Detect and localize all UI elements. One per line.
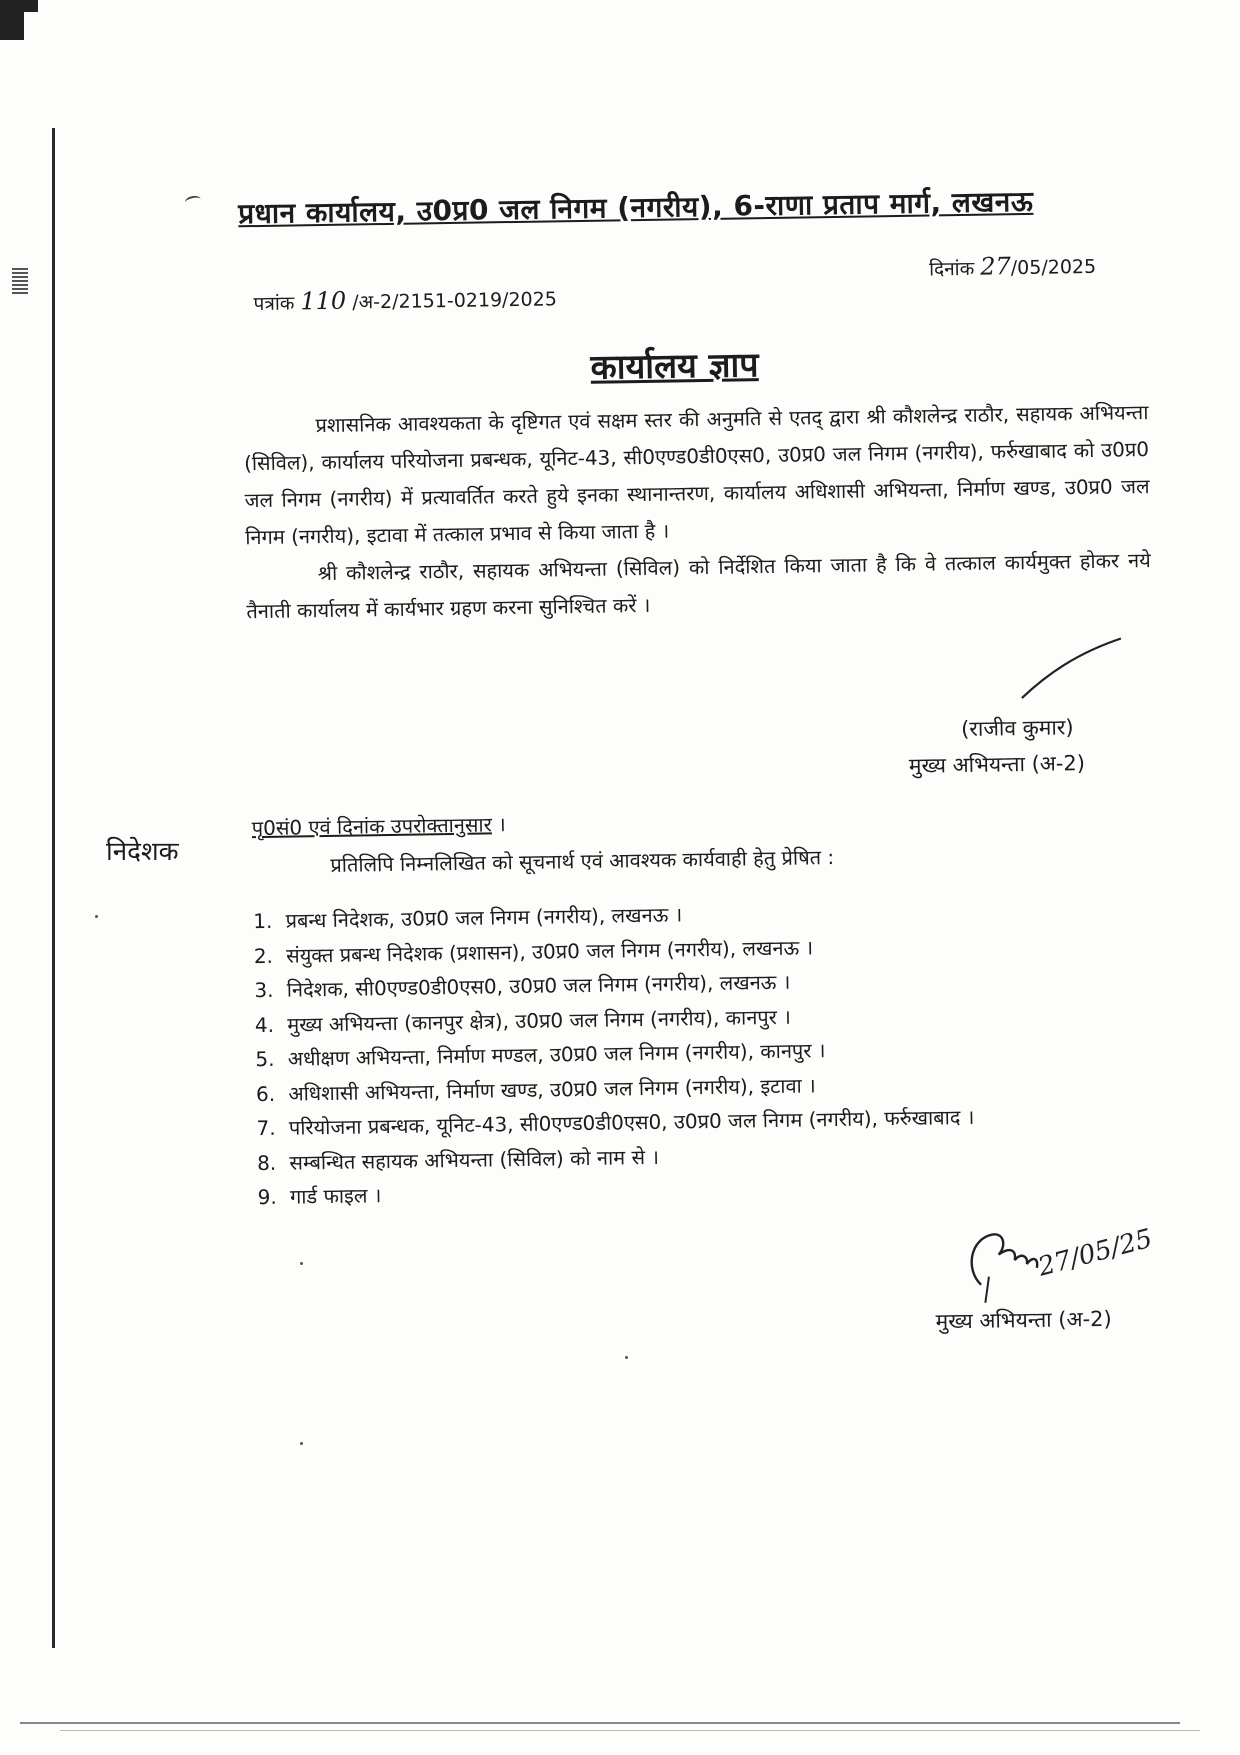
list-item-number: 2. xyxy=(253,943,274,968)
copy-reference-underlined: पृ0सं0 एवं दिनांक उपरोक्तानुसार xyxy=(251,812,492,841)
recipient-list xyxy=(253,890,1158,1215)
body-paragraph-2: श्री कौशलेन्द्र राठौर, सहायक अभियन्ता (सिविल) को निर्देशित किया जाता है कि वे तत्काल कार्यमुक्त होकर नये तैनाती कार्यालय में कार्यभार ग्रहण करना सुनिश्चित करें । xyxy=(246,548,1151,624)
list-item-text: अधीक्षण अभियन्ता, निर्माण मण्डल, उ0प्र0 जल निगम (नगरीय), कानपुर । xyxy=(287,1038,826,1071)
date-label: दिनांक xyxy=(928,257,975,281)
copy-reference xyxy=(252,810,506,841)
list-item-text: गार्ड फाइल । xyxy=(289,1183,382,1209)
scan-speck xyxy=(625,1356,628,1359)
list-item-number: 8. xyxy=(256,1150,277,1175)
list-item-number: 1. xyxy=(253,908,273,934)
list-item-number: 7. xyxy=(256,1115,276,1141)
list-item-number: 9. xyxy=(257,1184,277,1210)
margin-rule xyxy=(52,128,55,1648)
reference-handwritten-number: 110 xyxy=(300,286,347,316)
list-item-number: 4. xyxy=(254,1012,275,1037)
reference-label: पत्रांक xyxy=(253,292,295,316)
signature-stroke xyxy=(1017,632,1128,704)
date-line xyxy=(929,251,1096,282)
list-item-text: प्रबन्ध निदेशक, उ0प्र0 जल निगम (नगरीय), लखनऊ । xyxy=(285,902,683,933)
signatory-designation: मुख्य अभियन्ता (अ-2) xyxy=(908,751,1086,778)
initials-date: 27/05/25 xyxy=(1035,1223,1156,1283)
scan-edge xyxy=(60,1730,1200,1731)
office-header: प्रधान कार्यालय, उ0प्र0 जल निगम (नगरीय), 6-राणा प्रताप मार्ग, लखनऊ xyxy=(237,184,1034,231)
list-item-number: 3. xyxy=(254,977,274,1003)
punch-hole-mark xyxy=(12,268,28,296)
reference-number xyxy=(253,283,557,316)
reference-code: /अ-2/2151-0219/2025 xyxy=(352,288,558,314)
list-item-text: अधिशासी अभियन्ता, निर्माण खण्ड, उ0प्र0 जल निगम (नगरीय), इटावा । xyxy=(288,1072,816,1106)
copy-intro: प्रतिलिपि निम्नलिखित को सूचनार्थ एवं आवश्यक कार्यवाही हेतु प्रेषित : xyxy=(330,845,835,877)
signatory-name: (राजीव कुमार) xyxy=(960,715,1074,742)
scan-speck xyxy=(300,1442,303,1445)
list-item-text: निदेशक, सी0एण्ड0डी0एस0, उ0प्र0 जल निगम (नगरीय), लखनऊ । xyxy=(286,969,791,1002)
list-item-number: 5. xyxy=(255,1046,275,1072)
memo-body xyxy=(243,394,1151,630)
body-paragraph-1: प्रशासनिक आवश्यकता के दृष्टिगत एवं सक्षम स्तर की अनुमति से एतद् द्वारा श्री कौशलेन्द्र राठौर, सहायक अभियन्ता (सिविल), कार्यालय परियोजना प्रबन्धक, यूनिट-43, सी0एण्ड0डी0एस0, उ0प्र0 जल निगम (नगरीय), फर्रुखाबाद को उ0प्र0 जल निगम (नगरीय) में प्रत्यावर्तित करते हुये इनका स्थानान्तरण, कार्यालय अधिशासी अभियन्ता, निर्माण खण्ड, उ0प्र0 जल निगम (नगरीय), इटावा में तत्काल प्रभाव से किया जाता है । xyxy=(243,400,1150,550)
marginal-note: निदेशक xyxy=(106,837,179,867)
signature-block-2 xyxy=(935,1305,1111,1336)
signature-block xyxy=(908,709,1085,784)
scan-speck xyxy=(95,915,98,918)
scan-speck xyxy=(300,1262,303,1265)
signatory-2-designation: मुख्य अभियन्ता (अ-2) xyxy=(935,1306,1112,1334)
handwritten-initials xyxy=(958,1214,1159,1307)
tick-mark xyxy=(184,194,202,207)
date-rest: /05/2025 xyxy=(1010,255,1097,280)
list-item-text: मुख्य अभियन्ता (कानपुर क्षेत्र), उ0प्र0 जल निगम (नगरीय), कानपुर । xyxy=(287,1004,791,1037)
list-item-text: सम्बन्धित सहायक अभियन्ता (सिविल) को नाम से । xyxy=(289,1144,660,1175)
date-handwritten-day: 27 xyxy=(979,252,1011,281)
list-item-text: संयुक्त प्रबन्ध निदेशक (प्रशासन), उ0प्र0 जल निगम (नगरीय), लखनऊ । xyxy=(285,934,814,968)
list-item-number: 6. xyxy=(255,1081,276,1106)
scan-corner-mark xyxy=(0,0,24,40)
copy-reference-tail: । xyxy=(491,812,506,837)
memo-title: कार्यालय ज्ञाप xyxy=(590,345,759,388)
scan-edge xyxy=(20,1722,1180,1724)
list-item-text: परियोजना प्रबन्धक, यूनिट-43, सी0एण्ड0डी0एस0, उ0प्र0 जल निगम (नगरीय), फर्रुखाबाद । xyxy=(288,1104,975,1140)
